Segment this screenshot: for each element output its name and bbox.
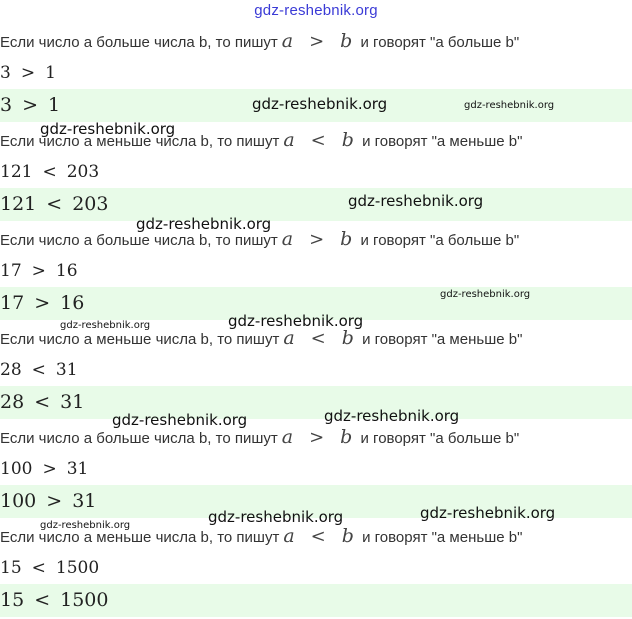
answer-right: 31	[72, 490, 97, 512]
answer-row	[0, 386, 632, 419]
watermark: gdz-reshebnik.org	[252, 95, 388, 113]
site-header-watermark: gdz-reshebnik.org	[254, 2, 378, 19]
var-a: a	[283, 129, 295, 151]
answer-row	[0, 188, 632, 221]
var-a: a	[283, 525, 295, 547]
expr-right: 16	[55, 261, 78, 281]
answer-right: 203	[72, 193, 109, 215]
answer-right: 31	[60, 391, 85, 413]
var-b: b	[341, 327, 354, 349]
rule-suffix: и говорят "а больше b"	[360, 34, 520, 51]
watermark: gdz-reshebnik.org	[40, 120, 176, 138]
answer-right: 16	[60, 292, 85, 314]
watermark: gdz-reshebnik.org	[112, 411, 248, 429]
expr-left: 100	[0, 459, 33, 479]
watermark: gdz-reshebnik.org	[60, 320, 151, 331]
expr-operator: >	[31, 261, 46, 281]
expr-right: 203	[66, 162, 100, 182]
answer-operator: <	[46, 193, 63, 215]
answer-operator: <	[34, 589, 51, 611]
expression-line	[0, 455, 632, 483]
expression-line	[0, 158, 632, 186]
var-a: a	[281, 426, 294, 448]
expression-line	[0, 356, 632, 384]
rule-line	[0, 226, 632, 252]
answer-operator: >	[22, 94, 39, 116]
var-b: b	[340, 228, 353, 250]
rule-prefix: Если число а больше числа b, то пишут	[0, 232, 278, 249]
watermark: gdz-reshebnik.org	[136, 215, 272, 233]
expr-right: 1500	[55, 558, 100, 578]
expr-operator: <	[31, 360, 46, 380]
watermark: gdz-reshebnik.org	[228, 312, 364, 330]
answer-left: 100	[0, 490, 37, 512]
rule-operator: <	[310, 526, 326, 547]
rule-suffix: и говорят "а меньше b"	[362, 331, 523, 348]
rule-prefix: Если число а больше числа b, то пишут	[0, 430, 278, 447]
expr-operator: <	[31, 558, 46, 578]
watermark: gdz-reshebnik.org	[324, 407, 460, 425]
expr-right: 31	[66, 459, 89, 479]
var-a: a	[281, 30, 294, 52]
rule-suffix: и говорят "а больше b"	[360, 430, 520, 447]
var-b: b	[341, 525, 354, 547]
expr-left: 28	[0, 360, 22, 380]
var-b: b	[340, 426, 353, 448]
rule-suffix: и говорят "а меньше b"	[362, 529, 523, 546]
expr-left: 17	[0, 261, 22, 281]
expr-left: 3	[0, 63, 11, 83]
var-a: a	[283, 327, 295, 349]
rule-operator: >	[309, 31, 325, 52]
answer-right: 1	[48, 94, 61, 116]
answer-operator: >	[34, 292, 51, 314]
answer-left: 28	[0, 391, 25, 413]
answer-left: 3	[0, 94, 13, 116]
expr-right: 31	[55, 360, 78, 380]
rule-operator: >	[309, 427, 325, 448]
expr-operator: >	[20, 63, 36, 83]
answer-operator: <	[34, 391, 51, 413]
expr-operator: >	[42, 459, 57, 479]
rule-line	[0, 28, 632, 54]
rule-prefix: Если число а больше числа b, то пишут	[0, 34, 278, 51]
answer-operator: >	[46, 490, 63, 512]
expression-line	[0, 554, 632, 582]
rule-prefix: Если число а меньше числа b, то пишут	[0, 529, 280, 546]
rule-operator: <	[310, 328, 326, 349]
answer-left: 121	[0, 193, 37, 215]
rule-suffix: и говорят "а больше b"	[360, 232, 520, 249]
watermark: gdz-reshebnik.org	[208, 508, 344, 526]
expr-left: 15	[0, 558, 22, 578]
expr-right: 1	[45, 63, 56, 83]
watermark: gdz-reshebnik.org	[464, 100, 555, 111]
watermark: gdz-reshebnik.org	[40, 520, 131, 531]
answer-left: 17	[0, 292, 25, 314]
expression-line	[0, 257, 632, 285]
expr-left: 121	[0, 162, 33, 182]
answer-row	[0, 584, 632, 617]
rule-operator: >	[309, 229, 325, 250]
rule-prefix: Если число а меньше числа b, то пишут	[0, 133, 280, 150]
rule-operator: <	[310, 130, 326, 151]
watermark: gdz-reshebnik.org	[440, 289, 531, 300]
rule-suffix: и говорят "а меньше b"	[362, 133, 523, 150]
rule-line	[0, 424, 632, 450]
watermark: gdz-reshebnik.org	[348, 192, 484, 210]
answer-right: 1500	[60, 589, 109, 611]
var-b: b	[340, 30, 353, 52]
watermark: gdz-reshebnik.org	[420, 504, 556, 522]
var-b: b	[341, 129, 354, 151]
expression-line	[0, 59, 632, 87]
answer-left: 15	[0, 589, 25, 611]
expr-operator: <	[42, 162, 57, 182]
var-a: a	[281, 228, 294, 250]
rule-prefix: Если число а меньше числа b, то пишут	[0, 331, 280, 348]
